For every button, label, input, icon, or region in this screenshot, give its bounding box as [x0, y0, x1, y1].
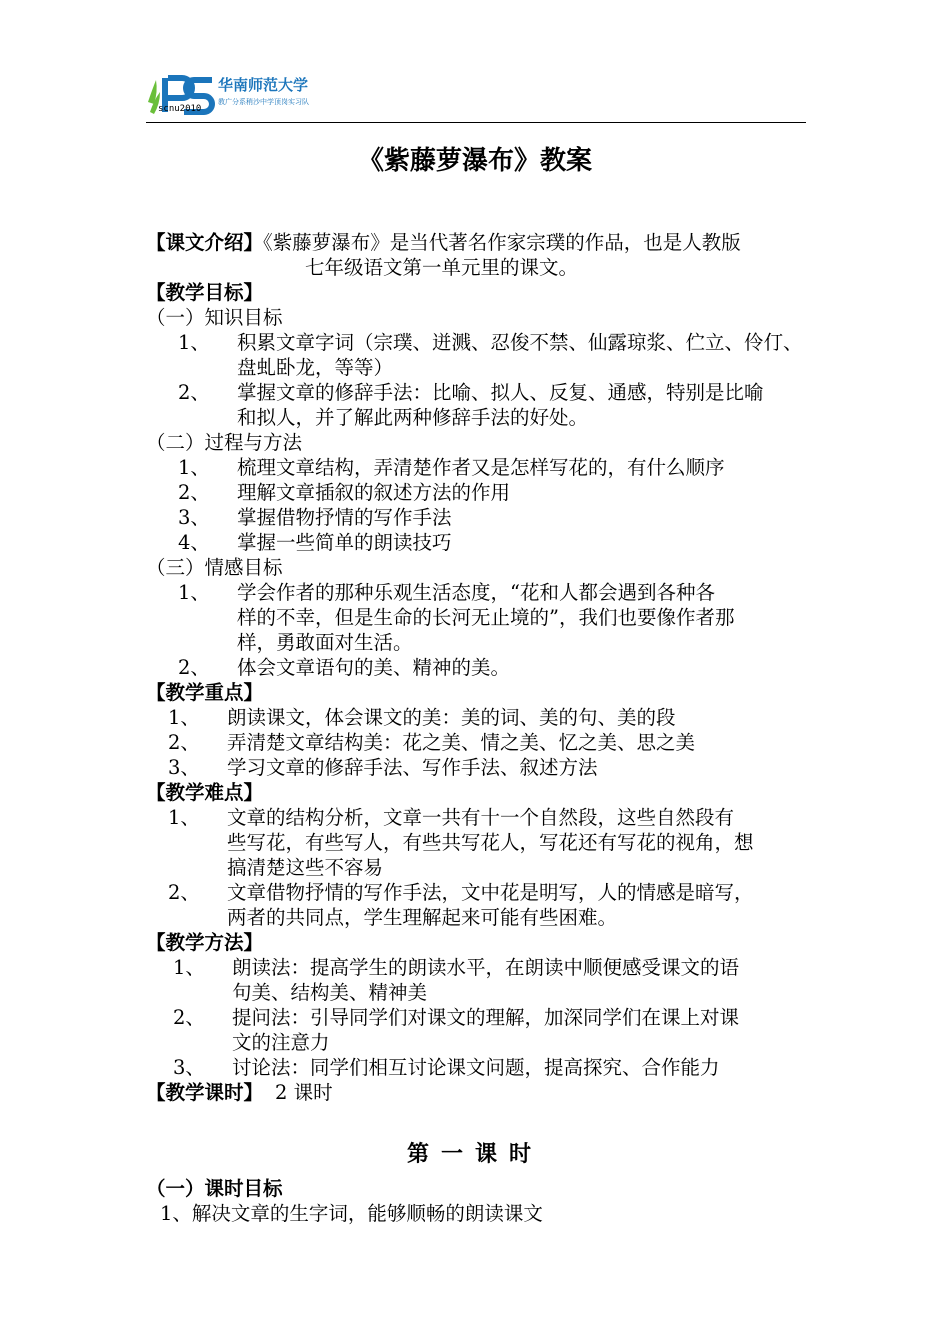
difficulty-2-line-2: 两者的共同点，学生理解起来可能有些困难。: [227, 906, 618, 929]
logo-university-name: 华南师范大学: [218, 76, 309, 94]
method-3-line-1: 讨论法：同学们相互讨论课文问题，提高探究、合作能力: [232, 1056, 720, 1079]
key-point-3-text: 学习文章的修辞手法、写作手法、叙述方法: [227, 756, 598, 779]
first-lesson-heading: 第一课时: [406, 1141, 543, 1167]
lesson-objective-heading: （一）课时目标: [146, 1177, 283, 1200]
emotion-item-1-num: 1、: [178, 581, 210, 604]
method-2-num: 2、: [173, 1006, 205, 1029]
knowledge-item-2-line-2: 和拟人，并了解此两种修辞手法的好处。: [237, 406, 589, 429]
goals-label: 【教学目标】: [146, 281, 264, 304]
difficulty-1-line-3: 搞清楚这些不容易: [227, 856, 384, 879]
knowledge-item-1-line-2: 盘虬卧龙，等等）: [237, 356, 394, 379]
knowledge-item-2-line-1: 掌握文章的修辞手法：比喻、拟人、反复、通感，特别是比喻: [237, 381, 764, 404]
header-logo: [146, 72, 326, 118]
logo-team-name: 教广分系稍沙中学顶岗实习队: [218, 98, 309, 106]
difficulty-2-line-1: 文章借物抒情的写作手法，文中花是明写，人的情感是暗写，: [227, 881, 754, 904]
method-1-line-1: 朗读法：提高学生的朗读水平，在朗读中顺便感受课文的语: [232, 956, 740, 979]
methods-label: 【教学方法】: [146, 931, 264, 954]
emotion-heading: （三）情感目标: [146, 556, 283, 579]
key-point-2-num: 2、: [168, 731, 200, 754]
key-point-2-text: 弄清楚文章结构美：花之美、情之美、忆之美、思之美: [227, 731, 696, 754]
process-item-1-num: 1、: [178, 456, 210, 479]
process-item-2-num: 2、: [178, 481, 210, 504]
difficulties-label: 【教学难点】: [146, 781, 264, 804]
knowledge-item-1-num: 1、: [178, 331, 210, 354]
difficulty-1-line-1: 文章的结构分析，文章一共有十一个自然段，这些自然段有: [227, 806, 735, 829]
difficulty-1-num: 1、: [168, 806, 200, 829]
hours-row: [146, 1080, 333, 1105]
key-point-3-num: 3、: [168, 756, 200, 779]
method-3-num: 3、: [173, 1056, 205, 1079]
intro-label: 【课文介绍】: [146, 231, 264, 254]
lesson-objective-1: 1、解决文章的生字词，能够顺畅的朗读课文: [160, 1202, 543, 1225]
hours-label: 【教学课时】: [146, 1081, 264, 1104]
method-2-line-1: 提问法：引导同学们对课文的理解，加深同学们在课上对课: [232, 1006, 740, 1029]
header-divider: [146, 122, 806, 123]
emotion-item-1-line-3: 样，勇敢面对生活。: [237, 631, 413, 654]
process-item-1-line-1: 梳理文章结构，弄清楚作者又是怎样写花的，有什么顺序: [237, 456, 725, 479]
emotion-item-2-line-1: 体会文章语句的美、精神的美。: [237, 656, 511, 679]
key-points-label: 【教学重点】: [146, 681, 264, 704]
emotion-item-2-num: 2、: [178, 656, 210, 679]
process-item-4-line-1: 掌握一些简单的朗读技巧: [237, 531, 452, 554]
knowledge-item-2-num: 2、: [178, 381, 210, 404]
logo-org-year: scnu2010: [158, 104, 202, 114]
method-1-line-2: 句美、结构美、精神美: [232, 981, 428, 1004]
page-title: 《紫藤萝瀑布》教案: [357, 146, 592, 176]
process-item-3-num: 3、: [178, 506, 210, 529]
hours-value: 2 课时: [275, 1081, 333, 1104]
process-heading: （二）过程与方法: [146, 431, 303, 454]
difficulty-1-line-2: 些写花，有些写人，有些共写花人，写花还有写花的视角，想: [227, 831, 754, 854]
knowledge-item-1-line-1: 积累文章字词（宗璞、迸溅、忍俊不禁、仙露琼浆、伫立、伶仃、: [237, 331, 803, 354]
difficulty-2-num: 2、: [168, 881, 200, 904]
emotion-item-1-line-1: 学会作者的那种乐观生活态度，“花和人都会遇到各种各: [237, 581, 715, 604]
intro-line-1: 《紫藤萝瀑布》是当代著名作家宗璞的作品，也是人教版: [263, 231, 741, 254]
key-point-1-num: 1、: [168, 706, 200, 729]
method-2-line-2: 文的注意力: [232, 1031, 330, 1054]
process-item-3-line-1: 掌握借物抒情的写作手法: [237, 506, 452, 529]
intro-line-2: 七年级语文第一单元里的课文。: [305, 256, 579, 279]
process-item-2-line-1: 理解文章插叙的叙述方法的作用: [237, 481, 511, 504]
key-point-1-text: 朗读课文，体会课文的美：美的词、美的句、美的段: [227, 706, 676, 729]
method-1-num: 1、: [173, 956, 205, 979]
emotion-item-1-line-2: 样的不幸，但是生命的长河无止境的”，我们也要像作者那: [237, 606, 735, 629]
process-item-4-num: 4、: [178, 531, 210, 554]
knowledge-heading: （一）知识目标: [146, 306, 283, 329]
intro-paragraph: [146, 230, 741, 255]
